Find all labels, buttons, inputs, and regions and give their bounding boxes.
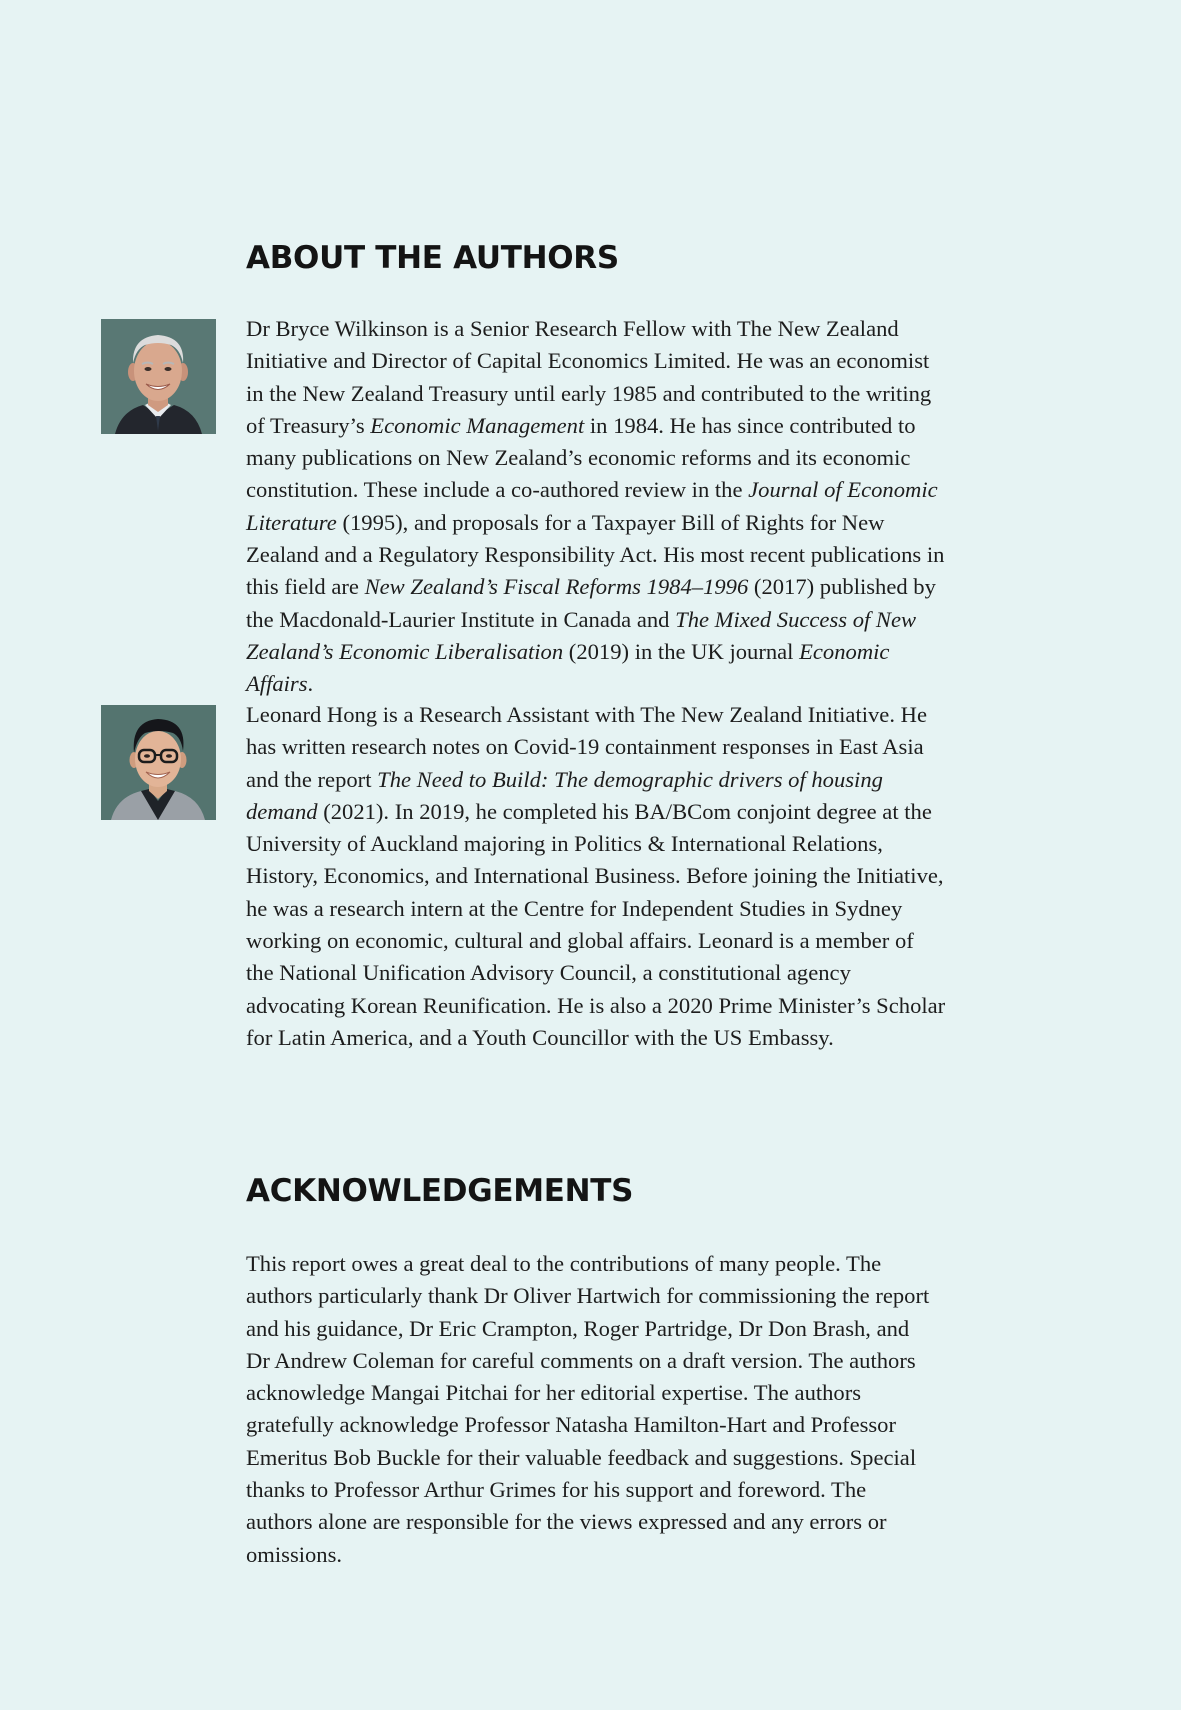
italic-title-run: The Need to Build: The demographic drivers of housing demand [246,766,883,824]
bio-text-run: . [307,671,314,697]
author-bio-bryce-wilkinson [246,313,946,701]
italic-title-run: The Mixed Success of New Zealand’s Economic Liberalisation [246,606,917,664]
italic-title-run: New Zealand’s Fiscal Reforms 1984–1996 [364,574,749,600]
author-photo-leonard-hong [101,705,216,820]
bio-text-run: (1995), and proposals for a Taxpayer Bill of Rights for New Zealand and a Regulatory Responsibility Act. His most recent publications in this field are [246,509,945,600]
acknowledgements-text: This report owes a great deal to the contributions of many people. The authors particularly thank Dr Oliver Hartwich for commissioning the report and his guidance, Dr Eric Crampton, Roger Partridge, Dr Don Brash, and Dr Andrew Coleman for careful comments on a draft version. The authors acknowledge Mangai Pitchai for her editorial expertise. The authors gratefully acknowledge Professor Natasha Hamilton-Hart and Professor Emeritus Bob Buckle for their valuable feedback and suggestions. Special thanks to Professor Arthur Grimes for his support and foreword. The authors alone are responsible for the views expressed and any errors or omissions. [246,1251,930,1567]
italic-title-run: Journal of Economic Literature [246,477,938,535]
bio-text-run: in 1984. He has since contributed to many publications on New Zealand’s economic reforms and its economic constitution. These include a co-authored review in the [246,412,916,503]
italic-title-run: Economic Management [370,412,585,438]
portrait-older-man-image [101,319,216,434]
italic-title-run: Economic Affairs [246,638,890,697]
bio-text-run: (2019) in the UK journal [563,638,800,664]
acknowledgements-heading: ACKNOWLEDGEMENTS [246,1173,634,1209]
about-authors-heading: ABOUT THE AUTHORS [246,240,619,276]
author-photo-bryce-wilkinson [101,319,216,434]
bio-text-run: Dr Bryce Wilkinson is a Senior Research Fellow with The New Zealand Initiative and Director of Capital Economics Limited. He was an economist in the New Zealand Treasury until early 1985 and contributed to the writing of Treasury’s [246,316,932,438]
author-bio-leonard-hong [246,699,946,1054]
bio-text-run: Leonard Hong is a Research Assistant with The New Zealand Initiative. He has written research notes on Covid-19 containment responses in East Asia and the report [246,702,927,792]
bio-text-run: (2021). In 2019, he completed his BA/BCom conjoint degree at the University of Auckland majoring in Politics & International Relations, History, Economics, and International Business. Before joining the Initiative, he was a research intern at the Centre for Independent Studies in Sydney working on economic, cultural and global affairs. Leonard is a member of the National Unification Advisory Council, a constitutional agency advocating Korean Reunification. He is also a 2020 Prime Minister’s Scholar for Latin America, and a Youth Councillor with the US Embassy. [246,798,946,1050]
portrait-young-man-image [101,705,216,820]
bio-text-run: (2017) published by the Macdonald-Laurier Institute in Canada and [246,574,936,632]
